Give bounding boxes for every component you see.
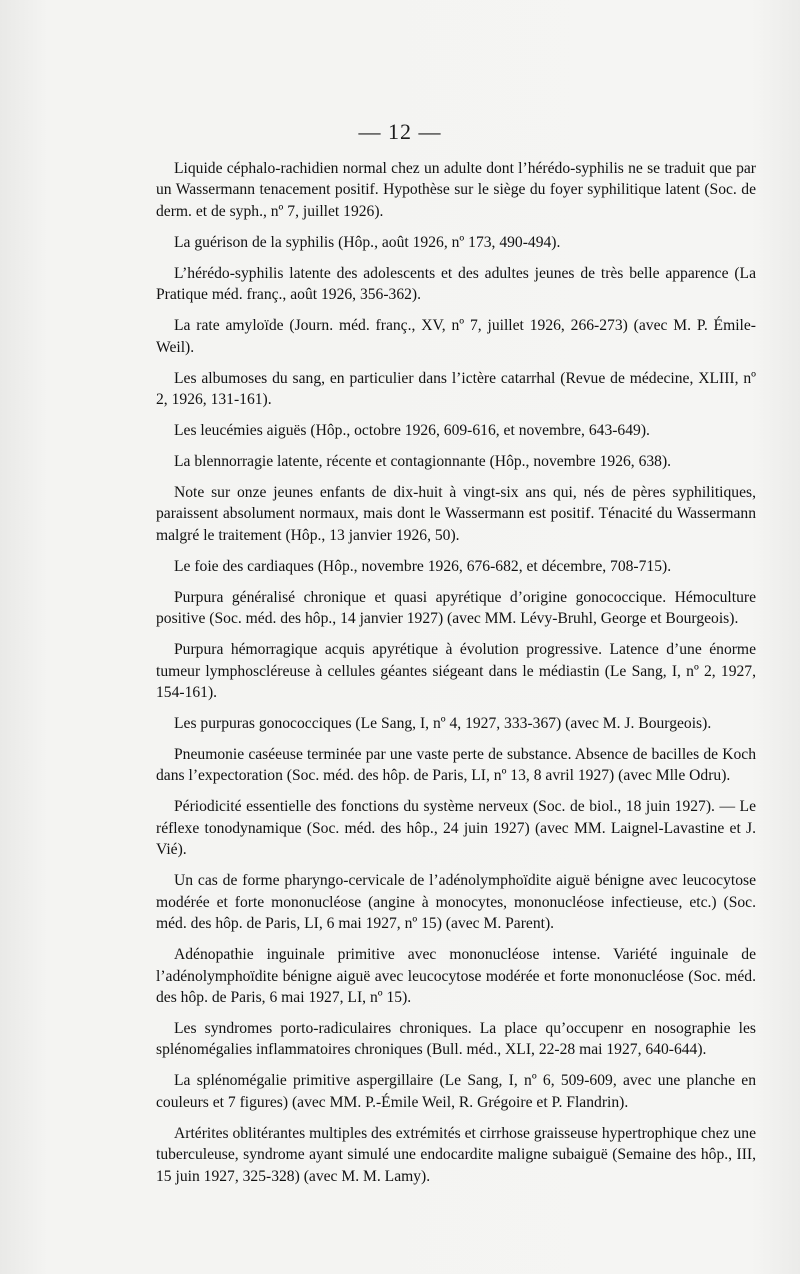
bibliography-entry: Adénopathie inguinale primitive avec mononucléose intense. Variété inguinale de l’adénolymphoïdite bénigne aiguë avec leucocytose modérée et forte mononucléose (Soc. méd. des hôp. de Paris, 6 mai 1927, LI, nº 15). bbox=[156, 946, 756, 1006]
page-number: — 12 — bbox=[358, 119, 442, 144]
bibliography-entry: Les purpuras gonococciques (Le Sang, I, nº 4, 1927, 333-367) (avec M. J. Bourgeois). bbox=[174, 715, 712, 733]
bibliography-entry: Purpura généralisé chronique et quasi apyrétique d’origine gonococcique. Hémoculture positive (Soc. méd. des hôp., 14 janvier 1927) (avec MM. Lévy-Bruhl, George et Bourgeois). bbox=[156, 588, 756, 628]
bibliography-entry: La rate amyloïde (Journ. méd. franç., XV, nº 7, juillet 1926, 266-273) (avec M. P. Émile-Weil). bbox=[156, 317, 756, 356]
bibliography-entry: Un cas de forme pharyngo-cervicale de l’adénolymphoïdite aiguë bénigne avec leucocytose modérée et forte mononucléose (angine à monocytes, mononucléose infectieuse, etc.) (Soc. méd. des hôp. de Paris, LI, 6 mai 1927, nº 15) (avec M. Parent). bbox=[156, 872, 756, 933]
bibliography-entry: Les leucémies aiguës (Hôp., octobre 1926, 609-616, et novembre, 643-649). bbox=[174, 422, 650, 440]
bibliography-entry: Le foie des cardiaques (Hôp., novembre 1926, 676-682, et décembre, 708-715). bbox=[174, 557, 672, 575]
bibliography-entry: L’hérédo-syphilis latente des adolescents et des adultes jeunes de très belle apparence (La Pratique méd. franç., août 1926, 356-362). bbox=[156, 264, 756, 304]
bibliography-entry: Périodicité essentielle des fonctions du système nerveux (Soc. de biol., 18 juin 1927). — Le réflexe tonodynamique (Soc. méd. des hôp., 24 juin 1927) (avec MM. Laignel-Lavastine et J. Vié). bbox=[156, 798, 756, 859]
bibliography-entry: Purpura hémorragique acquis apyrétique à évolution progressive. Latence d’une énorme tumeur lymphoscléreuse à cellules géantes siégeant dans le médiastin (Le Sang, I, nº 2, 1927, 154-161). bbox=[156, 641, 756, 702]
bibliography-entry: Les syndromes porto-radiculaires chroniques. La place qu’occupenr en nosographie les splénomégalies inflammatoires chroniques (Bull. méd., XLI, 22-28 mai 1927, 640-644). bbox=[156, 1019, 756, 1059]
bibliography-list bbox=[156, 158, 756, 1197]
bibliography-entry: Pneumonie caséeuse terminée par une vaste perte de substance. Absence de bacilles de Koch dans l’expectoration (Soc. méd. des hôp. de Paris, LI, nº 13, 8 avril 1927) (avec Mlle Odru). bbox=[156, 746, 756, 785]
bibliography-entry: La guérison de la syphilis (Hôp., août 1926, nº 173, 490-494). bbox=[174, 233, 561, 251]
bibliography-entry: La blennorragie latente, récente et contagionnante (Hôp., novembre 1926, 638). bbox=[174, 453, 672, 471]
bibliography-entry: Artérites oblitérantes multiples des extrémités et cirrhose graisseuse hypertrophique chez une tuberculeuse, syndrome ayant simulé une endocardite maligne subaiguë (Semaine des hôp., III, 15 juin 1927, 325-328) (avec M. M. Lamy). bbox=[156, 1124, 756, 1185]
bibliography-entry: Liquide céphalo-rachidien normal chez un adulte dont l’hérédo-syphilis ne se traduit que par un Wassermann tenacement positif. Hypothèse sur le siège du foyer syphilitique latent (Soc. de derm. et de syph., nº 7, juillet 1926). bbox=[156, 160, 756, 220]
bibliography-entry: Note sur onze jeunes enfants de dix-huit à vingt-six ans qui, nés de pères syphilitiques, paraissent absolument normaux, mais dont le Wassermann est positif. Ténacité du Wassermann malgré le traitement (Hôp., 13 janvier 1926, 50). bbox=[156, 484, 756, 544]
bibliography-entry: Les albumoses du sang, en particulier dans l’ictère catarrhal (Revue de médecine, XLIII, nº 2, 1926, 131-161). bbox=[156, 369, 756, 409]
bibliography-entry: La splénomégalie primitive aspergillaire (Le Sang, I, nº 6, 509-609, avec une planche en couleurs et 7 figures) (avec MM. P.-Émile Weil, R. Grégoire et P. Flandrin). bbox=[156, 1072, 756, 1111]
